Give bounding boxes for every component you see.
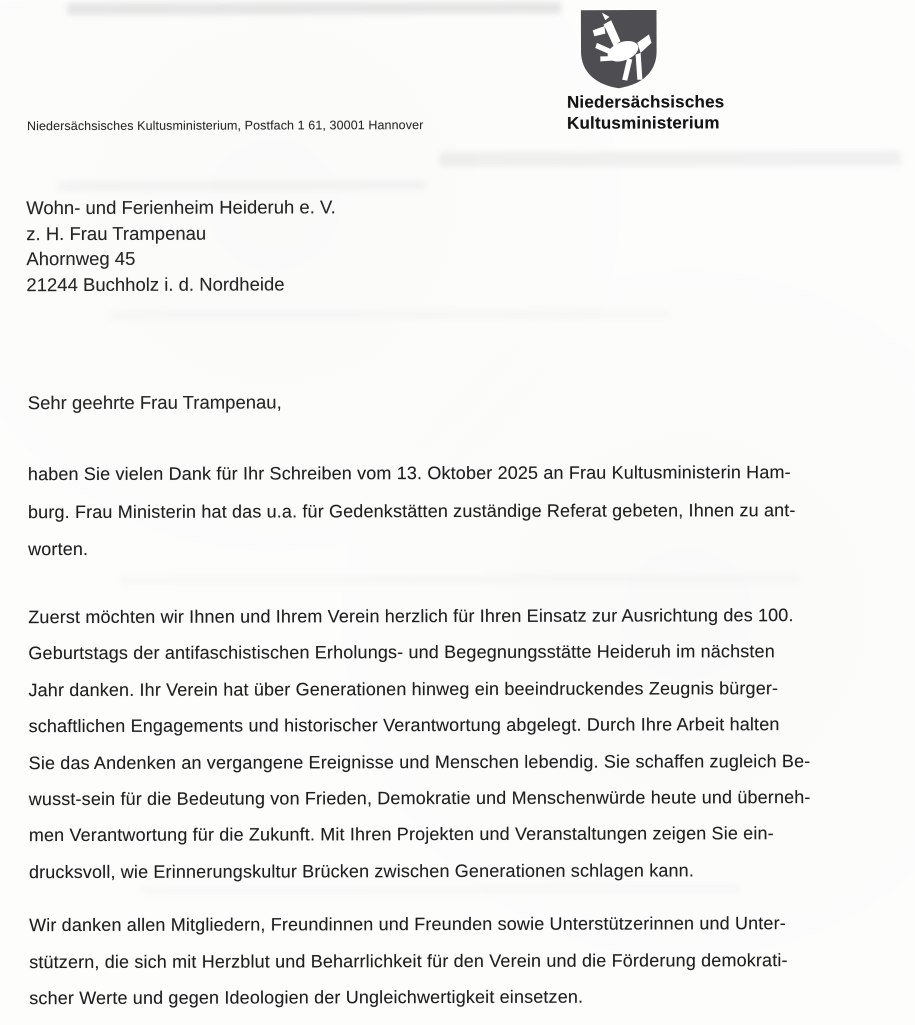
sender-return-address: Niedersächsisches Kultusministerium, Postfach 1 61, 30001 Hannover	[26, 118, 424, 134]
lower-saxony-crest-icon	[576, 7, 662, 91]
recipient-line: Wohn- und Ferienheim Heideruh e. V.	[26, 196, 336, 219]
text-line: wusst-sein für die Bedeutung von Frieden, Demokratie und Menschenwürde heute und überneh-	[28, 787, 811, 810]
text-line: Jahr danken. Ihr Verein hat über Generationen hinweg ein beeindruckendes Zeugnis bürger-	[28, 677, 779, 700]
body-paragraph-3	[29, 905, 788, 1016]
text-line: Sie das Andenken an vergangene Ereignisse und Menschen lebendig. Sie schaffen zugleich Be-	[28, 750, 811, 773]
recipient-line: Ahornweg 45	[26, 247, 136, 270]
ministry-name-line1: Niedersächsisches	[566, 92, 725, 112]
recipient-line: z. H. Frau Trampenau	[26, 222, 207, 244]
text-line: scher Werte und gegen Ideologien der Ungleichwertigkeit einsetzen.	[29, 986, 584, 1009]
body-paragraph-2	[28, 597, 811, 890]
text-line: Geburtstags der antifaschistischen Erholungs- und Begegnungsstätte Heideruh im nächsten	[28, 641, 775, 664]
text-line: drucksvoll, wie Erinnerungskultur Brücken zwischen Generationen schlagen kann.	[28, 860, 695, 882]
scan-bleedthrough-artifact	[109, 309, 669, 319]
recipient-address-block	[26, 194, 336, 297]
text-line: stützern, die sich mit Herzblut und Beharrlichkeit für den Verein und die Förderung demokrati-	[29, 949, 788, 972]
ministry-name	[567, 91, 725, 133]
text-line: schaftlichen Engagements und historischer Verantwortung abgelegt. Durch Ihre Arbeit halten	[28, 714, 780, 737]
text-line: worten.	[28, 538, 89, 560]
text-line: Wir danken allen Mitgliedern, Freundinnen und Freunden sowie Unterstützerinnen und Unter-	[29, 913, 786, 936]
scan-bleedthrough-artifact	[67, 2, 562, 15]
salutation: Sehr geehrte Frau Trampenau,	[27, 391, 282, 414]
recipient-line: 21244 Buchholz i. d. Nordheide	[26, 272, 285, 295]
text-line: Zuerst möchten wir Ihnen und Ihrem Verein herzlich für Ihren Einsatz zur Ausrichtung des 100.	[28, 605, 794, 628]
scan-bleedthrough-artifact	[57, 180, 427, 191]
ministry-name-line2: Kultusministerium	[566, 113, 720, 133]
text-line: men Verantwortung für die Zukunft. Mit Ihren Projekten und Veranstaltungen zeigen Sie ein-	[28, 823, 774, 846]
body-paragraph-1	[28, 454, 796, 569]
scan-bleedthrough-artifact	[439, 151, 901, 167]
scan-bleedthrough-artifact	[120, 574, 800, 585]
text-line: burg. Frau Ministerin hat das u.a. für Gedenkstätten zuständige Referat gebeten, Ihnen zu ant-	[27, 499, 796, 522]
text-line: haben Sie vielen Dank für Ihr Schreiben vom 13. Oktober 2025 an Frau Kultusministerin Ham-	[27, 462, 791, 485]
